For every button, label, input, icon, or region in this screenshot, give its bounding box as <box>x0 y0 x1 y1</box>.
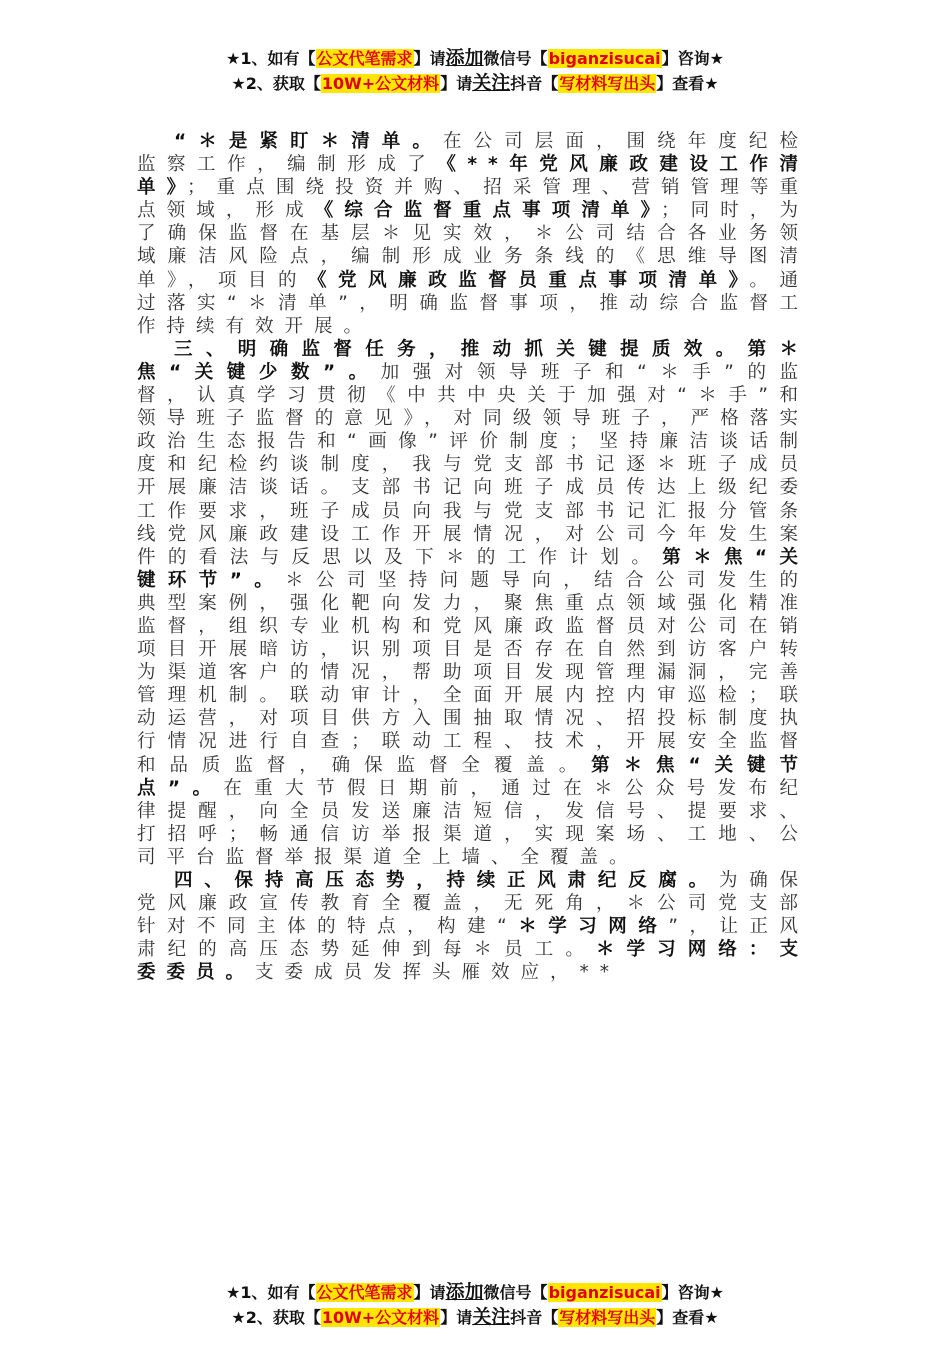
text-run: ；同时，为了确保监督在基层＊见实效，＊公司结合各业务领域廉洁风险点，编制形成业务条线的《思维导图清单》，项目的 <box>137 200 809 291</box>
text-run: ＊公司坚持问题导向，结合公司发生的典型案例，强化靶向发力，聚焦重点领域强化精准监督，组织专业机构和党风廉政监督员对公司在销项目开展暗访，识别项目是否存在自然到访客户转为渠道客户的情况，帮助项目发现管理漏洞，完善管理机制。联动审计，全面开展内控内审巡检；联动运营，对项目供方入围抽取情况、招投标制度执行情况进行自查；联动工程、技术，开展安全监督和品质监督，确保监督全覆盖。 <box>137 569 809 776</box>
highlight-wechat-id: biganzisucai <box>548 49 661 68</box>
text-run: ；重点围绕投资并购、招采管理、营销管理等重点领域，形成 <box>137 177 809 222</box>
body-paragraph <box>137 130 809 338</box>
footer-banner <box>0 1280 950 1330</box>
bold-run: 四、保持高压态势，持续正风肃纪反腐。 <box>174 870 719 891</box>
highlight-wechat-id: biganzisucai <box>548 1283 661 1302</box>
highlight-service: 公文代笔需求 <box>316 49 413 68</box>
text-run: 在公司层面，围绕年度纪检监察工作，编制形成了 <box>137 131 809 176</box>
bold-run: ＊学习网络：支委委员。 <box>137 939 809 984</box>
text-run: ”，让正风肃纪的高压态势延伸到每＊员工。 <box>137 916 809 961</box>
bold-run: “＊是紧盯＊清单。 <box>174 131 443 152</box>
highlight-douyin: 写材料写出头 <box>559 1308 656 1327</box>
body-paragraph <box>137 338 809 869</box>
text-run: 支委成员发挥头雁效应，** <box>255 962 621 984</box>
bold-run: 第＊焦“关键环节”。 <box>137 546 809 591</box>
bold-run: 第＊焦“关键节点”。 <box>137 754 809 799</box>
text-run: 在重大节假日期前，通过在＊公众号发布纪律提醒，向全员发送廉洁短信，发信号、提要求、打招呼；畅通信访举报渠道，实现案场、工地、公司平台监督举报渠道全上墙、全覆盖。 <box>137 777 809 868</box>
banner-line-2: ★2、获取【10W+公文材料】请关注抖音【写材料写出头】查看★ <box>231 1306 719 1328</box>
text-run: 加强对领导班子和“＊手”的监督，认真学习贯彻《中共中央关于加强对“＊手”和领导班子监督的意见》，对同级领导班子，严格落实政治生态报告和“画像”评价制度；坚持廉洁谈话制度和纪检约谈制度，我与党支部书记逐＊班子成员开展廉洁谈话。支部书记向班子成员传达上级纪委工作要求，班子成员向我与党支部书记汇报分管条线党风廉政建设工作开展情况，对公司今年发生案件的看法与反思以及下＊的工作计划。 <box>137 361 809 568</box>
highlight-douyin: 写材料写出头 <box>559 74 656 93</box>
bold-run: 《综合监督重点事项清单》 <box>314 200 661 222</box>
bold-run: 《党风廉政监督员重点事项清单》 <box>308 269 750 291</box>
text-run: 。通过落实“＊清单”，明确监督事项，推动综合监督工作持续有效开展。 <box>137 269 809 337</box>
bold-run: 《**年党风廉政建设工作清单》 <box>137 154 809 199</box>
banner-line-1: ★1、如有【公文代笔需求】请添加微信号【biganzisucai】咨询★ <box>226 1281 724 1303</box>
highlight-materials: 10W+公文材料 <box>321 74 440 93</box>
highlight-materials: 10W+公文材料 <box>321 1308 440 1327</box>
highlight-service: 公文代笔需求 <box>316 1283 413 1302</box>
text-run: 为确保党风廉政宣传教育全覆盖，无死角，＊公司党支部针对不同主体的特点，构建“ <box>137 870 809 938</box>
body-paragraph <box>137 869 809 984</box>
header-banner <box>0 46 950 96</box>
banner-line-2: ★2、获取【10W+公文材料】请关注抖音【写材料写出头】查看★ <box>231 72 719 94</box>
bold-run: ＊学习网络 <box>517 916 669 938</box>
banner-line-1: ★1、如有【公文代笔需求】请添加微信号【biganzisucai】咨询★ <box>226 47 724 69</box>
document-body <box>137 130 809 984</box>
bold-run: 三、明确监督任务，推动抓关键提质效。第＊焦“关键少数”。 <box>137 338 809 383</box>
